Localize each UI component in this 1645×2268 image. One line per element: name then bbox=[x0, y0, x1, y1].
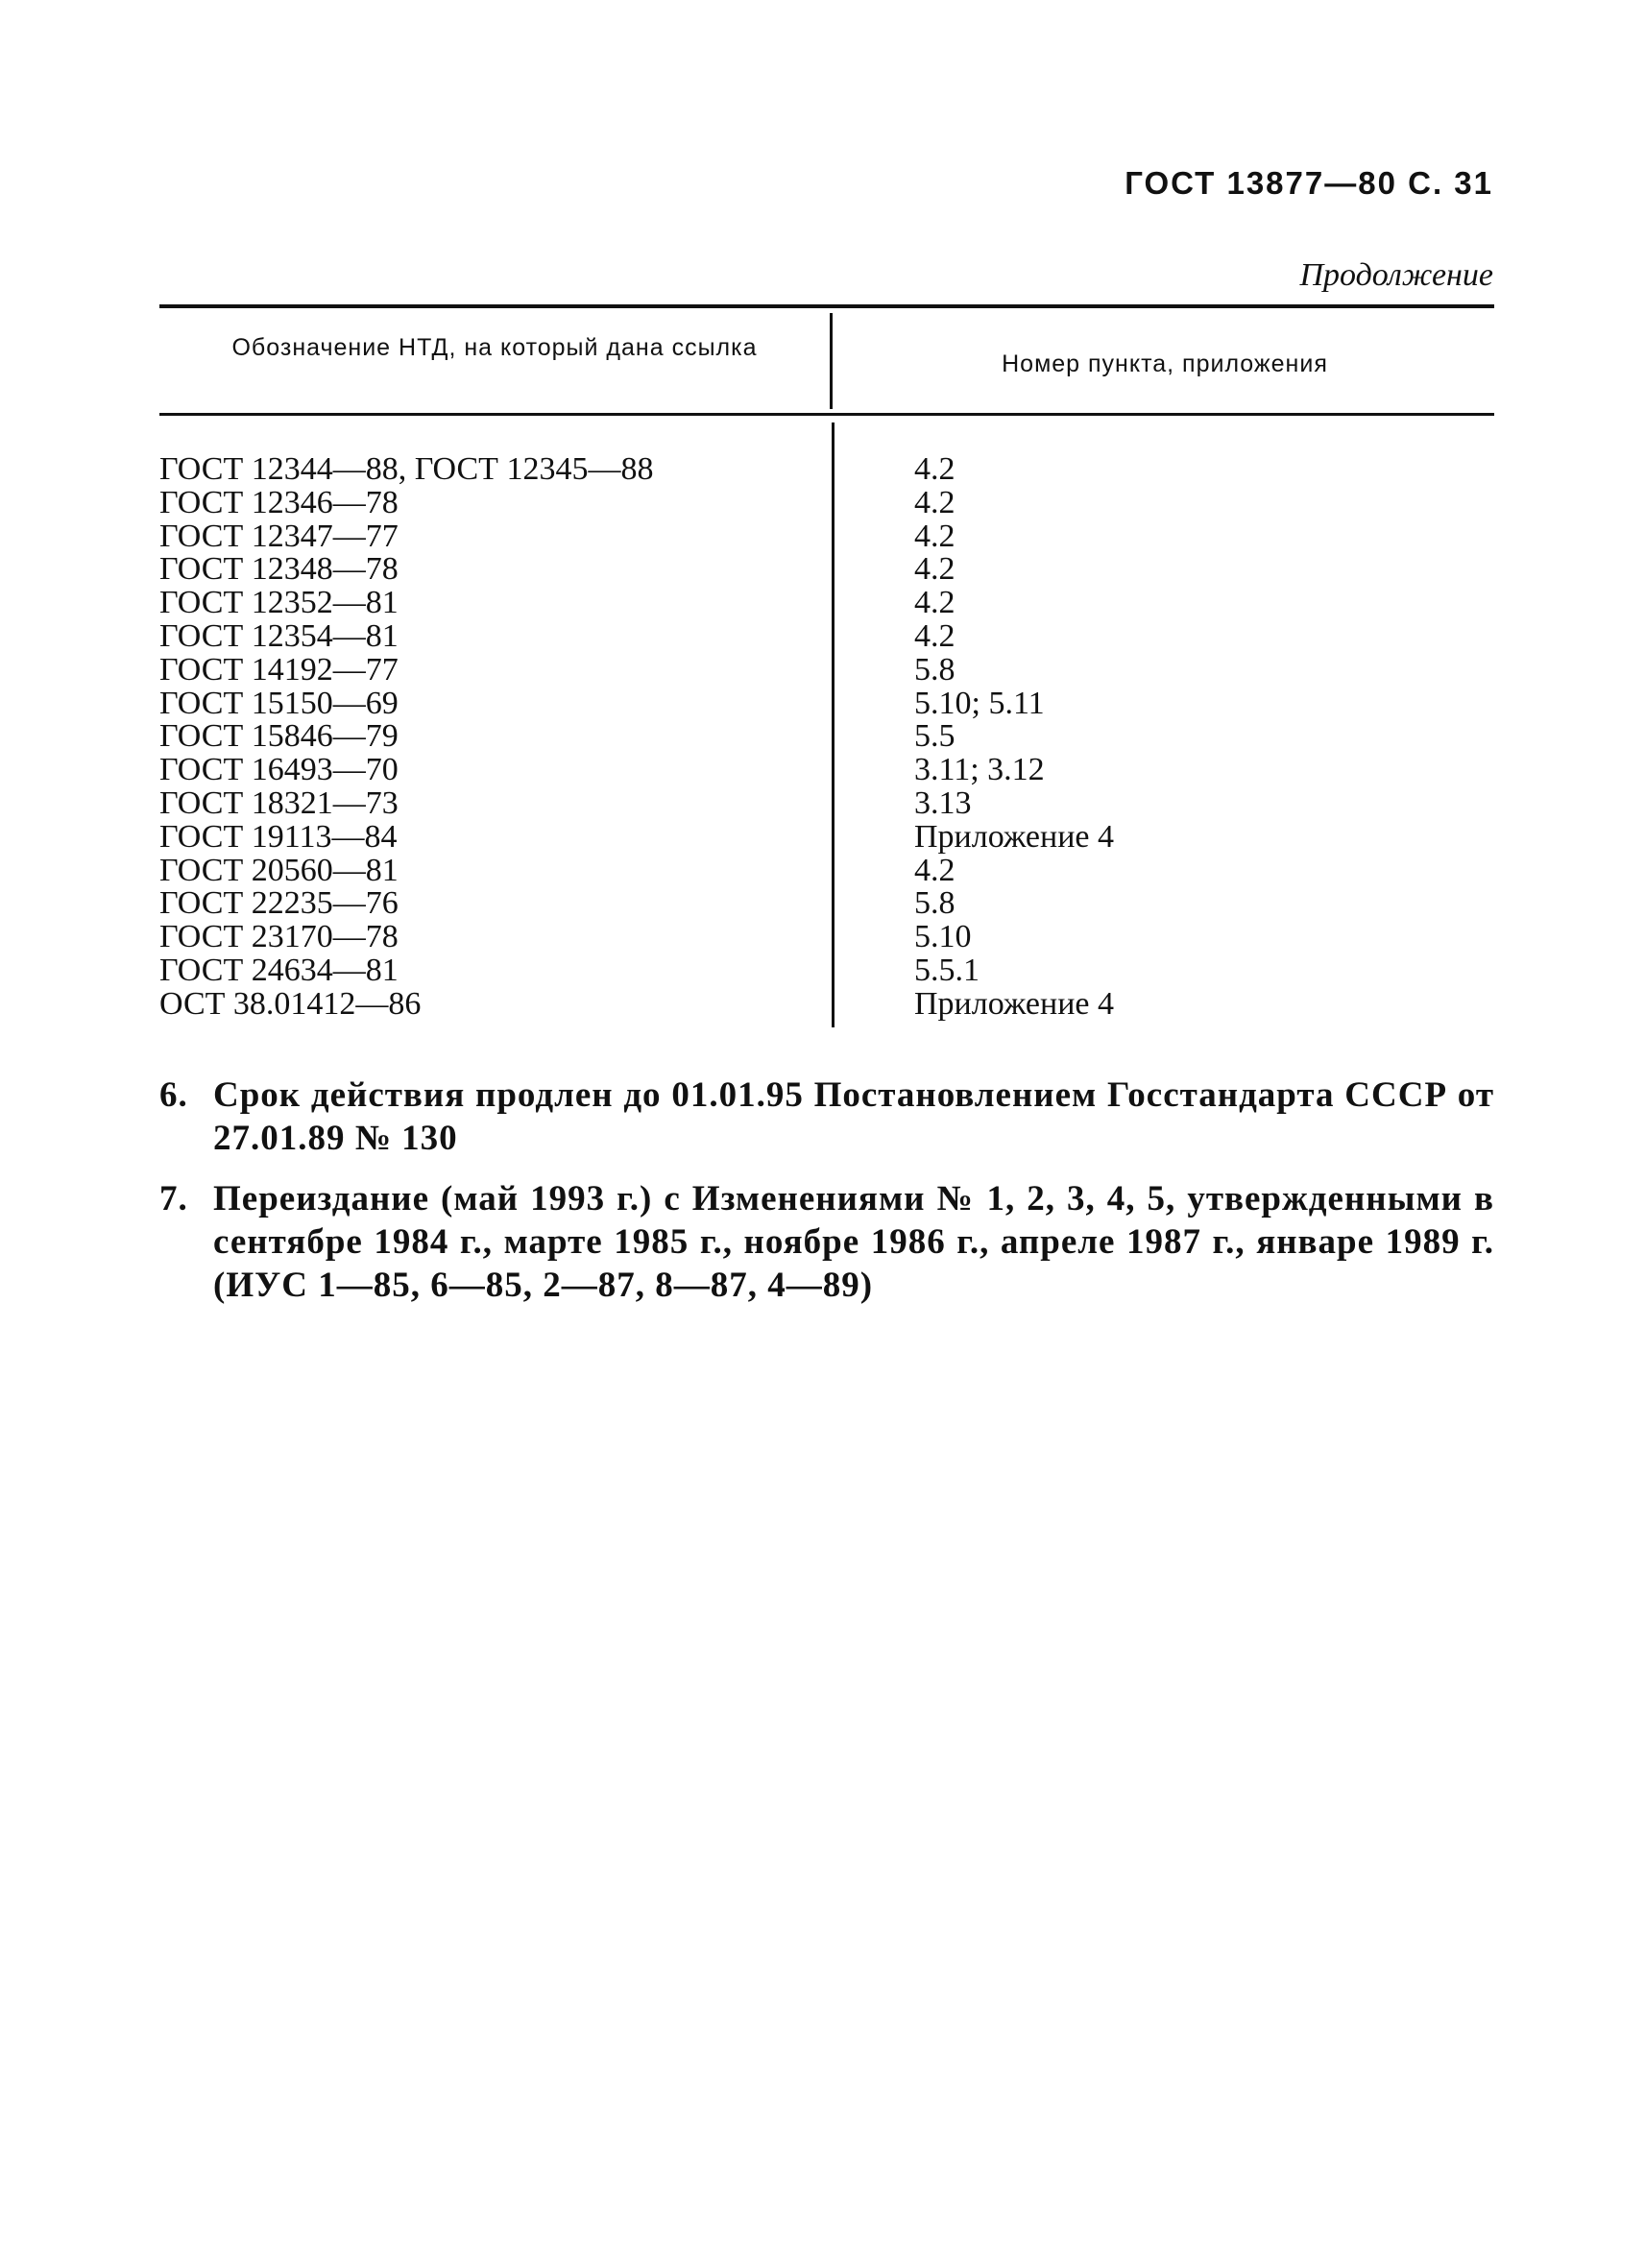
table-row bbox=[159, 651, 1494, 688]
clause-cell: 4.2 bbox=[914, 585, 956, 621]
note-item bbox=[159, 1074, 1494, 1160]
clause-cell: 4.2 bbox=[914, 852, 956, 888]
reference-table-body bbox=[159, 453, 1494, 1022]
document-cell: ГОСТ 12344—88, ГОСТ 12345—88 bbox=[159, 451, 654, 487]
document-cell: ГОСТ 12352—81 bbox=[159, 585, 399, 621]
clause-cell: 5.8 bbox=[914, 885, 956, 922]
clause-cell: 4.2 bbox=[914, 518, 956, 554]
table-row bbox=[159, 921, 1494, 954]
clause-cell: 4.2 bbox=[914, 451, 956, 487]
table-row bbox=[159, 720, 1494, 754]
clause-cell: 5.10 bbox=[914, 919, 972, 955]
table-row bbox=[159, 685, 1494, 721]
table-header-rule bbox=[159, 413, 1494, 416]
document-cell: ГОСТ 20560—81 bbox=[159, 852, 399, 888]
clause-cell: 3.13 bbox=[914, 784, 972, 821]
column-header-document: Обозначение НТД, на который дана ссылка bbox=[231, 334, 758, 361]
clause-cell: Приложение 4 bbox=[914, 985, 1114, 1022]
note-number: 7. bbox=[159, 1179, 188, 1218]
note-text: Переиздание (май 1993 г.) с Изменениями № 1, 2, 3, 4, 5, утвержденными в сентябре 1984 г., марте 1985 г., ноябре 1986 г., апреле 1987 г., январе 1989 г. (ИУС 1—85, 6—85, 2—87, 8—87, 4—89) bbox=[213, 1179, 1494, 1305]
document-cell: ГОСТ 19113—84 bbox=[159, 818, 398, 855]
clause-cell: 5.5 bbox=[914, 718, 956, 755]
note-number: 6. bbox=[159, 1075, 188, 1115]
document-cell: ГОСТ 14192—77 bbox=[159, 651, 399, 688]
page-header-doc-ref: ГОСТ 13877—80 С. 31 bbox=[1125, 165, 1493, 201]
clause-cell: 4.2 bbox=[914, 617, 956, 654]
table-row bbox=[159, 887, 1494, 921]
clause-cell: 5.10; 5.11 bbox=[914, 685, 1045, 721]
clause-cell: Приложение 4 bbox=[914, 818, 1114, 855]
column-header-clause: Номер пункта, приложения bbox=[1002, 350, 1328, 377]
document-cell: ГОСТ 24634—81 bbox=[159, 952, 399, 988]
clause-cell: 5.5.1 bbox=[914, 952, 980, 988]
clause-cell: 4.2 bbox=[914, 484, 956, 520]
document-cell: ГОСТ 15846—79 bbox=[159, 718, 399, 755]
table-row bbox=[159, 784, 1494, 821]
document-cell: ГОСТ 15150—69 bbox=[159, 685, 399, 721]
table-row bbox=[159, 852, 1494, 888]
table-row bbox=[159, 818, 1494, 855]
document-cell: ГОСТ 12348—78 bbox=[159, 551, 399, 588]
table-header-divider bbox=[830, 313, 833, 409]
table-row bbox=[159, 520, 1494, 554]
note-item bbox=[159, 1177, 1494, 1307]
document-cell: ГОСТ 12354—81 bbox=[159, 617, 399, 654]
table-row bbox=[159, 484, 1494, 520]
document-cell: ГОСТ 12347—77 bbox=[159, 518, 399, 554]
table-row bbox=[159, 985, 1494, 1022]
clause-cell: 3.11; 3.12 bbox=[914, 752, 1045, 788]
table-row bbox=[159, 553, 1494, 587]
document-cell: ГОСТ 18321—73 bbox=[159, 784, 399, 821]
clause-cell: 5.8 bbox=[914, 651, 956, 688]
document-cell: ГОСТ 23170—78 bbox=[159, 919, 399, 955]
publication-notes bbox=[159, 1074, 1494, 1324]
document-cell: ОСТ 38.01412—86 bbox=[159, 985, 422, 1022]
document-cell: ГОСТ 22235—76 bbox=[159, 885, 399, 922]
table-row bbox=[159, 954, 1494, 988]
table-row bbox=[159, 587, 1494, 620]
document-cell: ГОСТ 12346—78 bbox=[159, 484, 399, 520]
note-text: Срок действия продлен до 01.01.95 Постановлением Госстандарта СССР от 27.01.89 № 130 bbox=[213, 1075, 1494, 1158]
continuation-label: Продолжение bbox=[1299, 257, 1493, 293]
document-cell: ГОСТ 16493—70 bbox=[159, 752, 399, 788]
table-row bbox=[159, 754, 1494, 787]
table-row bbox=[159, 617, 1494, 654]
table-row bbox=[159, 453, 1494, 487]
clause-cell: 4.2 bbox=[914, 551, 956, 588]
table-top-rule bbox=[159, 304, 1494, 308]
